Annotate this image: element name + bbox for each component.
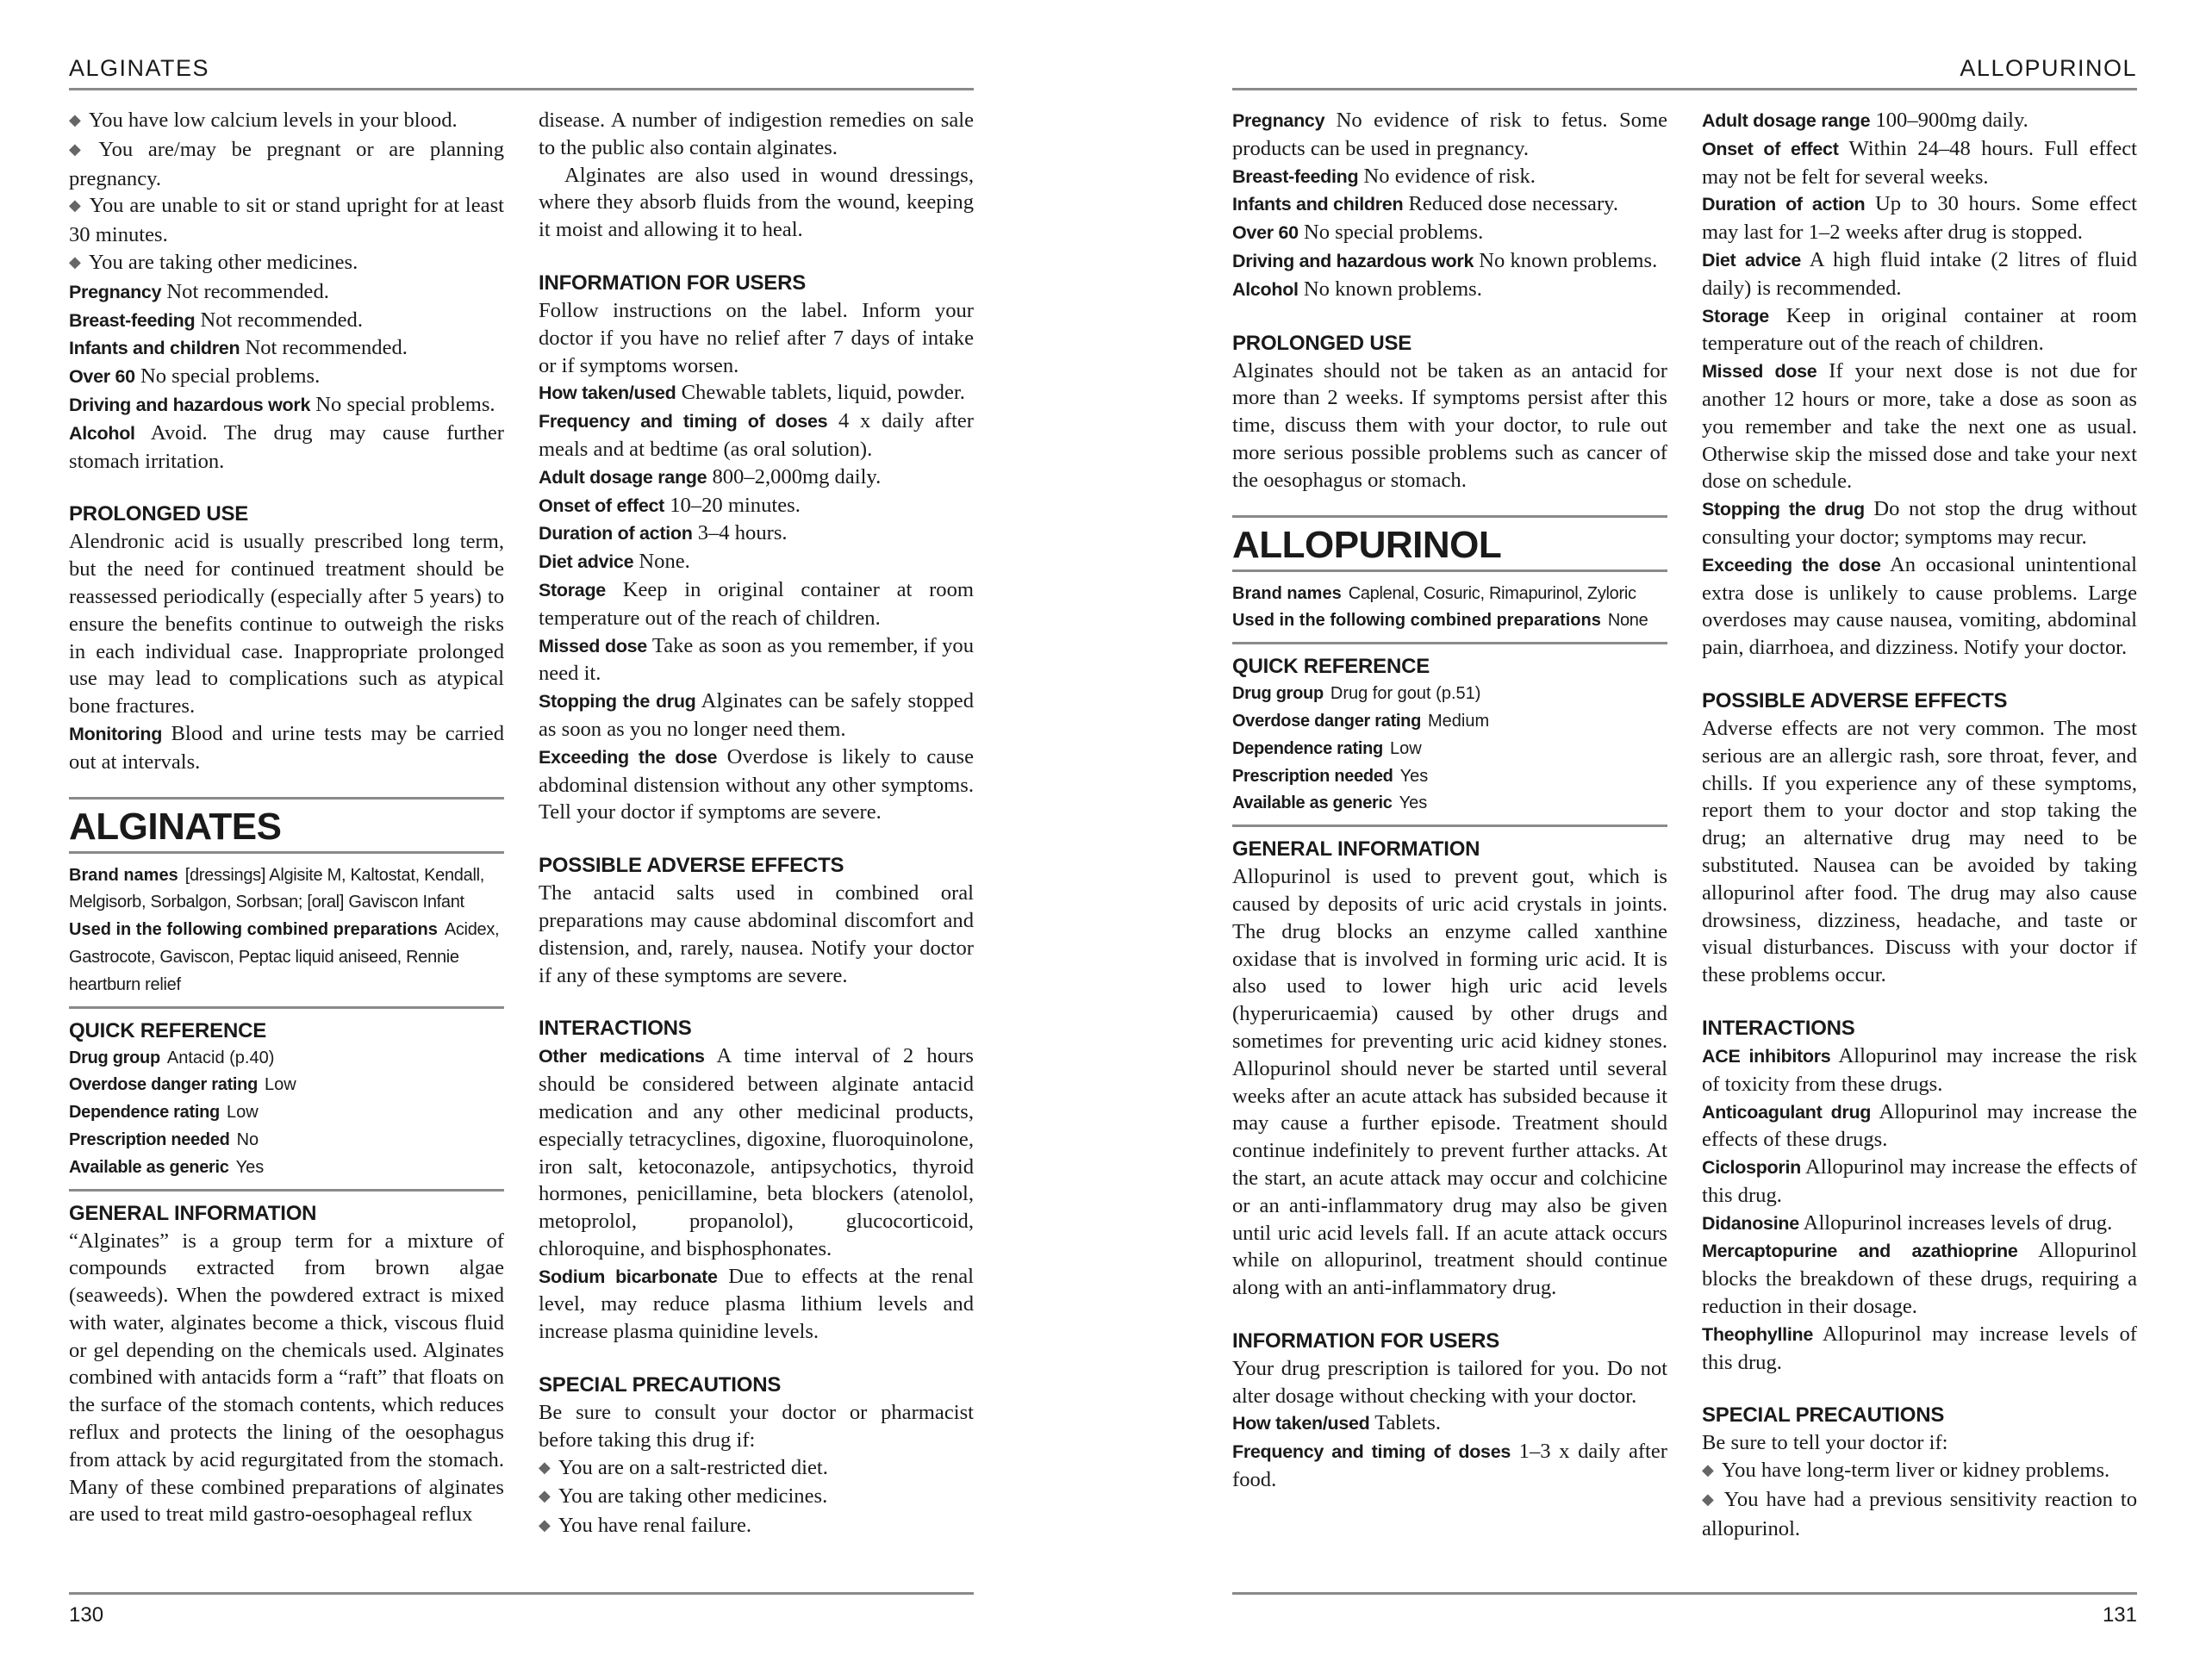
fact-label: Monitoring: [69, 723, 163, 744]
fact-row: [539, 379, 974, 408]
fact-row: [539, 632, 974, 688]
qr-row: [69, 1127, 504, 1154]
fact-label: Onset of effect: [539, 495, 665, 516]
fact-label: Stopping the drug: [539, 691, 696, 712]
fact-label: Frequency and timing of doses: [1232, 1441, 1511, 1463]
qr-label: Drug group: [69, 1048, 160, 1067]
left-column-2: [539, 107, 974, 1541]
fact-label: Exceeding the dose: [1702, 554, 1881, 576]
fact-text: An occasional unintentional extra dose is unlikely to cause problems. Large overdoses may cause nausea, vomiting, abdominal pain, diarrhoea, and dizziness. Notify your doctor.: [1702, 552, 2137, 660]
section-heading: GENERAL INFORMATION: [1232, 837, 1480, 862]
qr-label: Available as generic: [69, 1157, 229, 1177]
section-heading: INTERACTIONS: [1702, 1016, 1855, 1040]
fact-label: Driving and hazardous work: [1232, 250, 1474, 271]
fact-label: Other medications: [539, 1046, 705, 1067]
fact-row: [69, 420, 504, 476]
fact-row: [69, 307, 504, 335]
qr-value: Yes: [1399, 766, 1429, 786]
fact-text: Not recommended.: [200, 308, 363, 332]
fact-label: How taken/used: [1232, 1413, 1370, 1434]
qr-label: Available as generic: [1232, 793, 1393, 813]
fact-row: [539, 1042, 974, 1262]
fact-text: Allopurinol increases levels of drug.: [1803, 1210, 2113, 1235]
brand-label: Brand names: [69, 865, 178, 885]
qr-row: [69, 1154, 504, 1182]
section-heading: POSSIBLE ADVERSE EFFECTS: [1702, 688, 2008, 712]
fact-text: Keep in original container at room temperature out of the reach of children.: [1702, 303, 2137, 356]
fact-row: [539, 464, 974, 492]
fact-text: A time interval of 2 hours should be considered between alginate antacid medication and any other medicinal products, especially tetracyclines, digoxine, fluoroquinolone, iron salt, ketoconazole, antipsychotics, thyroid hormones, penicillamine, beta blockers (atenolol, metoprolol, propanolol), glucocorticoid, chloroquine, and bisphosphonates.: [539, 1044, 974, 1260]
qr-value: Drug for gout (p.51): [1330, 684, 1481, 704]
qr-value: Low: [265, 1075, 296, 1095]
body-paragraph: Alginates should not be taken as an antacid for more than 2 weeks. If symptoms persist after this time, discuss them with your doctor, to rule out more serious possible problems such as cancer of the oesophagus or stomach.: [1232, 358, 1667, 492]
section-heading: QUICK REFERENCE: [69, 1018, 267, 1042]
fact-label: Storage: [539, 579, 606, 600]
qr-label: Overdose danger rating: [1232, 711, 1422, 731]
section-heading: INFORMATION FOR USERS: [1232, 1328, 1500, 1353]
section-heading: PROLONGED USE: [69, 502, 249, 526]
fact-row: [69, 334, 504, 363]
fact-row: [539, 520, 974, 548]
section-heading: INTERACTIONS: [539, 1017, 692, 1041]
fact-row: [1702, 1237, 2137, 1320]
fact-row: [69, 278, 504, 307]
body-paragraph: Allopurinol is used to prevent gout, which is caused by deposits of uric acid crystals in joints. The drug blocks an enzyme called xanthine oxidase that is involved in forming uric acid. It is also used to lower high uric acid levels (hyperuricaemia) caused by other drugs and sometimes for preventing uric acid kidney stones. Allopurinol should never be started until several weeks after an acute attack has subsided because it may cause a further episode. Treatment should continue indefinitely to prevent further attacks. At the start, an acute attack may occur and colchicine or an anti-inflammatory drug may also be given until uric acid levels fall. If an acute attack occurs while on allopurinol, treatment should continue along with an anti-inflammatory drug.: [1232, 865, 1667, 1300]
fact-label: Pregnancy: [69, 281, 162, 302]
right-column-1: [1232, 107, 1667, 1494]
left-column-1: [69, 107, 504, 1528]
fact-text: Tablets.: [1374, 1411, 1442, 1435]
fact-row: [1702, 135, 2137, 191]
fact-text: No evidence of risk.: [1363, 164, 1536, 188]
running-head-left: ALGINATES: [69, 53, 974, 90]
fact-text: Reduced dose necessary.: [1408, 192, 1618, 216]
section-heading: GENERAL INFORMATION: [69, 1201, 317, 1225]
fact-label: ACE inhibitors: [1702, 1045, 1831, 1067]
section-heading: PROLONGED USE: [1232, 331, 1412, 355]
fact-row: [539, 1263, 974, 1346]
fact-row: [1702, 358, 2137, 495]
fact-row: [69, 363, 504, 391]
fact-text: Keep in original container at room temperature out of the reach of children.: [539, 577, 974, 630]
body-paragraph: disease. A number of indigestion remedies on sale to the public also contain alginates.: [539, 109, 974, 159]
fact-text: 10–20 minutes.: [670, 493, 801, 517]
drug-title: ALLOPURINOL: [1232, 515, 1667, 572]
fact-label: Alcohol: [1232, 278, 1299, 300]
fact-label: Missed dose: [539, 635, 647, 656]
fact-label: Sodium bicarbonate: [539, 1266, 718, 1287]
fact-text: No special problems.: [140, 364, 321, 389]
body-paragraph: Alendronic acid is usually prescribed long term, but the need for continued treatment should be reassessed periodically (especially after 5 years) to ensure the benefits continue to outweigh the risks in each individual case. Inappropriate prolonged use may lead to complications such as atypical bone fractures.: [69, 530, 504, 719]
fact-label: How taken/used: [539, 383, 676, 404]
page-number-right: 131: [1232, 1592, 2137, 1633]
fact-text: Allopurinol may increase the effects of this drug.: [1702, 1155, 2137, 1207]
fact-label: Over 60: [1232, 222, 1299, 244]
bullet-item: ◆ You are/may be pregnant or are planning pregnancy.: [69, 136, 504, 193]
fact-label: Alcohol: [69, 422, 135, 444]
brand-value: [dressings] Algisite M, Kaltostat, Kendall, Melgisorb, Sorbalgon, Sorbsan; [oral] Gaviscon Infant: [69, 865, 484, 912]
fact-text: 100–900mg daily.: [1875, 109, 2028, 132]
qr-row: [69, 1099, 504, 1127]
fact-label: Breast-feeding: [1232, 165, 1359, 187]
fact-text: Alginates can be safely stopped as soon as you no longer need them.: [539, 689, 974, 741]
fact-text: No evidence of risk to fetus. Some products can be used in pregnancy.: [1232, 109, 1667, 160]
fact-row: [539, 408, 974, 464]
fact-label: Adult dosage range: [1702, 110, 1871, 131]
fact-text: Allopurinol may increase the effects of these drugs.: [1702, 1099, 2138, 1152]
fact-text: Chewable tablets, liquid, powder.: [681, 381, 965, 405]
fact-text: Due to effects at the renal level, may reduce plasma lithium levels and increase plasma quinidine levels.: [539, 1264, 975, 1344]
fact-text: Not recommended.: [166, 279, 329, 303]
qr-row: [69, 1045, 504, 1073]
bullet-item: ◆ You are on a salt-restricted diet.: [539, 1454, 974, 1484]
fact-label: Infants and children: [69, 338, 240, 359]
fact-row: [69, 391, 504, 420]
body-paragraph: Be sure to tell your doctor if:: [1702, 1431, 1948, 1455]
right-column-2: [1702, 107, 2137, 1543]
fact-text: No known problems.: [1479, 248, 1658, 272]
qr-value: Medium: [1428, 711, 1490, 731]
fact-label: Anticoagulant drug: [1702, 1101, 1872, 1123]
fact-text: Within 24–48 hours. Full effect may not be felt for several weeks.: [1702, 136, 2137, 189]
right-page: [1103, 0, 2206, 1680]
fact-row: [1702, 1042, 2137, 1098]
fact-label: Didanosine: [1702, 1212, 1799, 1234]
fact-text: Allopurinol blocks the breakdown of these drugs, requiring a reduction in their dosage.: [1702, 1239, 2137, 1319]
fact-label: Mercaptopurine and azathioprine: [1702, 1241, 2018, 1262]
fact-row: [539, 688, 974, 744]
fact-row: [1232, 190, 1667, 219]
fact-label: Onset of effect: [1702, 138, 1839, 159]
fact-text: 4 x daily after meals and at bedtime (as oral solution).: [539, 409, 974, 461]
qr-value: Low: [226, 1103, 259, 1123]
fact-text: Blood and urine tests may be carried out at intervals.: [69, 721, 504, 774]
qr-label: Prescription needed: [1232, 766, 1393, 786]
fact-label: Storage: [1702, 305, 1769, 327]
fact-row: [1232, 163, 1667, 191]
qr-label: Prescription needed: [69, 1129, 230, 1149]
qr-row: [1232, 736, 1667, 763]
section-heading: SPECIAL PRECAUTIONS: [1702, 1403, 1945, 1428]
bullet-item: ◆ You have low calcium levels in your blood.: [69, 107, 504, 136]
fact-label: Exceeding the dose: [539, 746, 718, 768]
drug-title: ALGINATES: [69, 797, 504, 854]
fact-label: Duration of action: [539, 523, 693, 544]
fact-row: [1702, 190, 2137, 246]
fact-label: Diet advice: [539, 551, 634, 573]
fact-text: Allopurinol may increase levels of this drug.: [1702, 1322, 2137, 1374]
section-heading: SPECIAL PRECAUTIONS: [539, 1373, 782, 1397]
fact-label: Pregnancy: [1232, 110, 1325, 131]
fact-row: [1702, 1098, 2137, 1154]
qr-label: Dependence rating: [69, 1103, 220, 1123]
fact-row: [1232, 1409, 1667, 1438]
fact-text: None.: [639, 550, 690, 574]
qr-label: Overdose danger rating: [69, 1075, 259, 1095]
fact-row: [1232, 247, 1667, 276]
fact-text: Take as soon as you remember, if you need it.: [539, 633, 974, 686]
fact-text: Up to 30 hours. Some effect may last for 1–2 weeks after drug is stopped.: [1702, 192, 2137, 245]
bullet-item: ◆ You are unable to sit or stand upright for at least 30 minutes.: [69, 192, 504, 249]
fact-row: [1702, 1321, 2137, 1377]
fact-label: Ciclosporin: [1702, 1157, 1801, 1179]
fact-label: Diet advice: [1702, 249, 1802, 271]
body-paragraph: Adverse effects are not very common. The most serious are an allergic rash, sore throat, fever, and chills. If you experience any of these symptoms, report them to your doctor and stop taking the drug; an alternative drug may need to be substituted. Nausea can be avoided by taking allopurinol after food. The drug may also cause drowsiness, dizziness, headache, and taste or visual disturbances. Discuss with your doctor if these problems occur.: [1702, 716, 2137, 987]
brand-label: Brand names: [1232, 583, 1342, 603]
section-heading: INFORMATION FOR USERS: [539, 271, 807, 295]
fact-text: Overdose is likely to cause abdominal distension without any other symptoms. Tell your doctor if symptoms are severe.: [539, 744, 974, 824]
combined-label: Used in the following combined preparations: [1232, 611, 1601, 631]
qr-row: [69, 1072, 504, 1099]
fact-label: Frequency and timing of doses: [539, 411, 828, 432]
body-paragraph: Be sure to consult your doctor or pharmacist before taking this drug if:: [539, 1401, 974, 1452]
section-heading: POSSIBLE ADVERSE EFFECTS: [539, 854, 844, 878]
fact-row: [1702, 495, 2137, 551]
fact-row: [1232, 219, 1667, 247]
fact-text: 3–4 hours.: [697, 521, 788, 545]
fact-text: If your next dose is not due for another 12 hours or more, take a dose as soon as you remember and take the next one as usual. Otherwise skip the missed dose and take your next dose on schedule.: [1702, 359, 2137, 494]
fact-text: Allopurinol may increase the risk of toxicity from these drugs.: [1702, 1043, 2137, 1096]
brand-block: [1232, 581, 1667, 645]
qr-value: No: [236, 1129, 259, 1149]
bullet-item: ◆ You are taking other medicines.: [539, 1483, 974, 1512]
combined-value: None: [1607, 611, 1648, 631]
combined-value: Acidex, Gastrocote, Gaviscon, Peptac liquid aniseed, Rennie heartburn relief: [69, 920, 500, 994]
brand-block: [69, 862, 504, 1009]
fact-text: A high fluid intake (2 litres of fluid daily) is recommended.: [1702, 247, 2137, 300]
qr-row: [1232, 763, 1667, 791]
qr-label: Drug group: [1232, 684, 1324, 704]
qr-row: [1232, 708, 1667, 736]
fact-row: [1702, 107, 2137, 135]
fact-row: [539, 492, 974, 520]
quick-reference: [1232, 653, 1667, 827]
fact-label: Over 60: [69, 366, 135, 388]
fact-row: [69, 720, 504, 776]
bullet-item: ◆ You have renal failure.: [539, 1512, 974, 1541]
fact-text: No special problems.: [1303, 221, 1484, 245]
fact-label: Missed dose: [1702, 361, 1817, 383]
fact-text: Not recommended.: [245, 336, 408, 360]
fact-label: Stopping the drug: [1702, 499, 1865, 520]
bullet-item: ◆ You have had a previous sensitivity reaction to allopurinol.: [1702, 1486, 2137, 1543]
fact-row: [539, 548, 974, 576]
brand-value: Caplenal, Cosuric, Rimapurinol, Zyloric: [1348, 583, 1636, 603]
fact-text: 1–3 x daily after food.: [1232, 1440, 1667, 1492]
body-paragraph: Follow instructions on the label. Inform your doctor if you have no relief after 7 days of intake or if symptoms worsen.: [539, 298, 974, 377]
bullet-item: ◆ You have long-term liver or kidney problems.: [1702, 1457, 2137, 1486]
page-number-left: 130: [69, 1592, 974, 1633]
fact-label: Infants and children: [1232, 194, 1404, 215]
fact-label: Theophylline: [1702, 1323, 1813, 1345]
fact-label: Driving and hazardous work: [69, 394, 311, 415]
fact-row: [1232, 1438, 1667, 1494]
body-paragraph: “Alginates” is a group term for a mixture of compounds extracted from brown algae (seaweeds). When the powdered extract is mixed with water, alginates become a thick, viscous fluid or gel depending on the chemicals used. Alginates combined with antacids form a “raft” that floats on the surface of the stomach contents, which reduces reflux and protects the lining of the oesophagus from attack by acid regurgitated from the stomach. Many of these combined preparations of alginates are used to treat mild gastro-oesophageal reflux: [69, 1229, 504, 1527]
fact-label: Duration of action: [1702, 194, 1866, 215]
fact-text: Avoid. The drug may cause further stomach irritation.: [69, 420, 504, 473]
body-paragraph: The antacid salts used in combined oral preparations may cause abdominal discomfort and distension, and, rarely, nausea. Notify your doctor if any of these symptoms are severe.: [539, 881, 974, 987]
qr-label: Dependence rating: [1232, 738, 1383, 758]
fact-row: [1702, 246, 2137, 302]
qr-value: Low: [1389, 738, 1422, 758]
combined-label: Used in the following combined preparations: [69, 920, 438, 940]
body-paragraph: Your drug prescription is tailored for you. Do not alter dosage without checking with your doctor.: [1232, 1356, 1667, 1408]
section-heading: QUICK REFERENCE: [1232, 655, 1430, 679]
bullet-item: ◆ You are taking other medicines.: [69, 249, 504, 278]
fact-text: No known problems.: [1303, 277, 1482, 301]
fact-text: 800–2,000mg daily.: [712, 464, 882, 488]
fact-row: [1232, 107, 1667, 163]
qr-value: Yes: [1399, 793, 1428, 813]
fact-row: [1232, 276, 1667, 304]
running-head-right: ALLOPURINOL: [1232, 53, 2137, 90]
fact-row: [1702, 1154, 2137, 1210]
fact-row: [539, 744, 974, 826]
body-paragraph: Alginates are also used in wound dressings, where they absorb fluids from the wound, keeping it moist and allowing it to heal.: [539, 163, 974, 242]
qr-row: [1232, 681, 1667, 708]
quick-reference: [69, 1017, 504, 1192]
fact-label: Adult dosage range: [539, 466, 707, 488]
qr-row: [1232, 790, 1667, 818]
fact-row: [1702, 1210, 2137, 1238]
qr-value: Antacid (p.40): [166, 1048, 275, 1067]
fact-label: Breast-feeding: [69, 309, 196, 331]
fact-row: [539, 576, 974, 632]
fact-row: [1702, 551, 2137, 662]
fact-row: [1702, 302, 2137, 358]
fact-text: Do not stop the drug without consulting your doctor; symptoms may recur.: [1702, 497, 2137, 549]
fact-text: No special problems.: [315, 392, 495, 416]
qr-value: Yes: [235, 1157, 265, 1177]
